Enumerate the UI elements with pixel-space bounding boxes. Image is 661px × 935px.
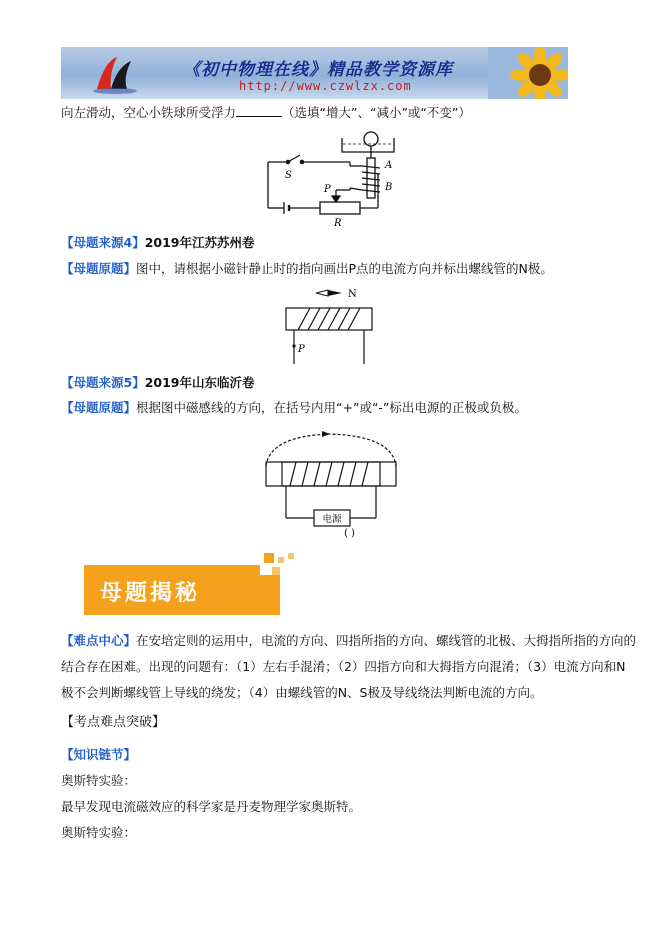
power-source-label: 电源	[322, 514, 342, 525]
sunflower-icon	[488, 47, 568, 99]
label-a: A	[385, 160, 393, 171]
oersted-heading-1: 奥斯特实验：	[61, 773, 137, 788]
solenoid-compass-figure	[280, 284, 380, 368]
original-question-4: 【母题原题】图中，请根据小磁针静止时的指向画出P点的电流方向并标出螺线管的N极。	[61, 261, 553, 276]
difficulty-line-3: 极不会判断螺线管上导线的绕发；（4）由螺线管的N、S极及导线绕法判断电流的方向。	[61, 685, 543, 700]
answer-blank[interactable]	[236, 104, 282, 117]
label-r: R	[334, 218, 342, 229]
banner-url[interactable]: http://www.czwlzx.com	[239, 79, 412, 93]
banner-title: 《初中物理在线》精品教学资源库	[183, 60, 453, 80]
knowledge-tag: 【知识链节】	[61, 747, 137, 762]
original-question-5: 【母题原题】根据图中磁感线的方向，在括号内用“+”或“-”标出电源的正极或负极。	[61, 400, 527, 415]
label-n: N	[348, 289, 357, 300]
solenoid-power-figure	[256, 426, 406, 538]
label-s: S	[285, 170, 292, 181]
section-header-image	[84, 553, 298, 615]
circuit-figure	[258, 128, 408, 230]
source-4: 【母题来源4】2019年江苏苏州卷	[61, 235, 255, 250]
difficulty-line-2: 结合存在困难。出现的问题有：（1）左右手混淆；（2）四指方向和大拇指方向混淆；（3）电流方向和N	[61, 659, 626, 674]
difficulty-line-1: 【难点中心】在安培定则的运用中，电流的方向、四指所指的方向、螺线管的北极、大拇指所指的方向的	[61, 633, 637, 648]
site-logo-icon	[91, 53, 139, 95]
polarity-bracket[interactable]: ( )	[344, 528, 355, 538]
section-title: 母题揭秘	[100, 581, 201, 606]
discoverer-text: 最早发现电流磁效应的科学家是丹麦物理学家奥斯特。	[61, 799, 362, 814]
label-p: P	[324, 184, 331, 195]
label-b: B	[385, 182, 393, 193]
header-banner	[61, 47, 568, 99]
oersted-heading-2: 奥斯特实验：	[61, 825, 137, 840]
question-intro: 向左滑动，空心小铁球所受浮力 （选填“增大”、“减小”或“不变”）	[61, 105, 471, 120]
source-5: 【母题来源5】2019年山东临沂卷	[61, 375, 255, 390]
label-p2: P	[298, 344, 305, 355]
breakthrough-heading: 【考点难点突破】	[61, 715, 166, 730]
